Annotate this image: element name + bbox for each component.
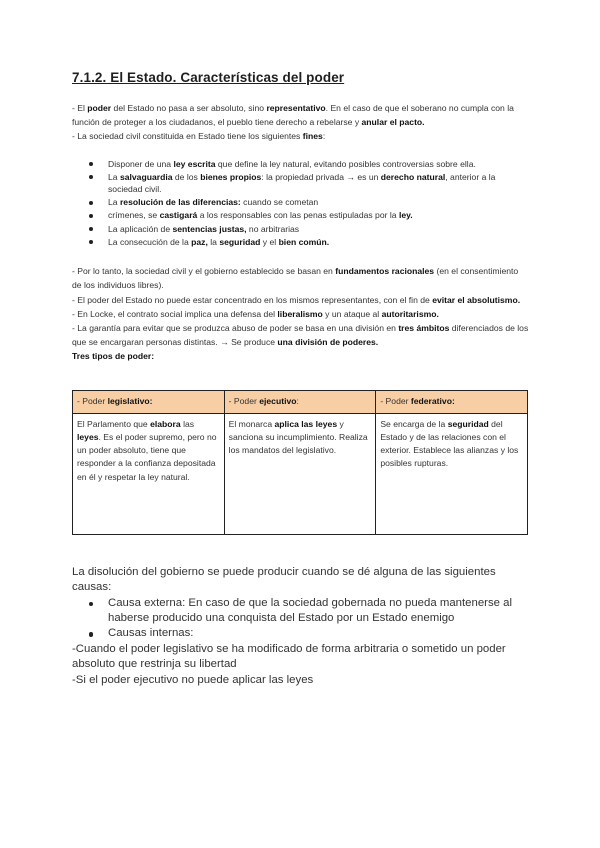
paragraph-absolutismo: - El poder del Estado no puede estar concentrado en los mismos representantes, con el fin de evitar el absolutismo.	[72, 294, 521, 305]
header-ejecutivo: - Poder ejecutivo:	[224, 390, 376, 413]
list-item: La resolución de las diferencias: cuando se cometan	[72, 196, 530, 209]
paragraph-locke: - En Locke, el contrato social implica una defensa del liberalismo y un ataque al autoritarismo.	[72, 308, 439, 319]
list-item: La salvaguardia de los bienes propios: la propiedad privada → es un derecho natural, anterior a la sociedad civil.	[72, 171, 530, 196]
intro-section	[72, 101, 530, 144]
cell-legislativo: El Parlamento que elabora las leyes. Es el poder supremo, pero no un poder absoluto, tiene que responder a la confianza depositada en él y respetar la ley natural.	[73, 413, 225, 534]
cell-ejecutivo: El monarca aplica las leyes y sanciona su incumplimiento. Realiza los mandatos del legislativo.	[224, 413, 376, 534]
intro-paragraph-2: - La sociedad civil constituida en Estado tiene los siguientes fines:	[72, 131, 326, 142]
dissolution-intro: La disolución del gobierno se puede producir cuando se dé alguna de las siguientes causas:	[72, 565, 496, 594]
causes-list	[72, 596, 530, 642]
internal-cause-1: -Cuando el poder legislativo se ha modificado de forma arbitraria o sometido un poder absoluto que restrinja su libertad	[72, 642, 506, 671]
cell-federativo: Se encarga de la seguridad del Estado y de las relaciones con el exterior. Establece las alianzas y los posibles rupturas.	[376, 413, 528, 534]
page-title: 7.1.2. El Estado. Características del poder	[72, 70, 345, 85]
fines-list	[72, 158, 530, 249]
powers-table	[72, 390, 528, 535]
middle-section	[72, 264, 530, 363]
intro-paragraph-1: - El poder del Estado no pasa a ser absoluto, sino representativo. En el caso de que el soberano no cumpla con la función de proteger a los ciudadanos, el pueblo tiene derecho a rebelarse y anular el pacto.	[72, 103, 514, 128]
paragraph-fundamentos: - Por lo tanto, la sociedad civil y el gobierno establecido se basan en fundamentos racionales (en el consentimiento de los individuos libres).	[72, 266, 519, 291]
dissolution-section	[72, 565, 530, 688]
document-page	[72, 70, 530, 688]
list-item: Disponer de una ley escrita que define la ley natural, evitando posibles controversias sobre ella.	[72, 158, 530, 171]
list-item: La aplicación de sentencias justas, no arbitrarias	[72, 223, 530, 236]
header-legislativo: - Poder legislativo:	[73, 390, 225, 413]
paragraph-division: - La garantía para evitar que se produzca abuso de poder se basa en una división en tres ámbitos diferenciados de los que se encargaran personas distintas. → Se produce una división de poderes.	[72, 323, 529, 348]
list-item: crímenes, se castigará a los responsables con las penas estipuladas por la ley.	[72, 209, 530, 222]
tres-tipos-heading: Tres tipos de poder:	[72, 351, 155, 362]
table-row	[73, 413, 528, 534]
list-item: Causas internas:	[72, 626, 530, 641]
internal-cause-2: -Si el poder ejecutivo no puede aplicar las leyes	[72, 673, 314, 686]
header-federativo: - Poder federativo:	[376, 390, 528, 413]
list-item: La consecución de la paz, la seguridad y el bien común.	[72, 236, 530, 249]
table-header-row	[73, 390, 528, 413]
list-item: Causa externa: En caso de que la sociedad gobernada no pueda mantenerse al haberse producido una conquista del Estado por un Estado enemigo	[72, 596, 530, 627]
